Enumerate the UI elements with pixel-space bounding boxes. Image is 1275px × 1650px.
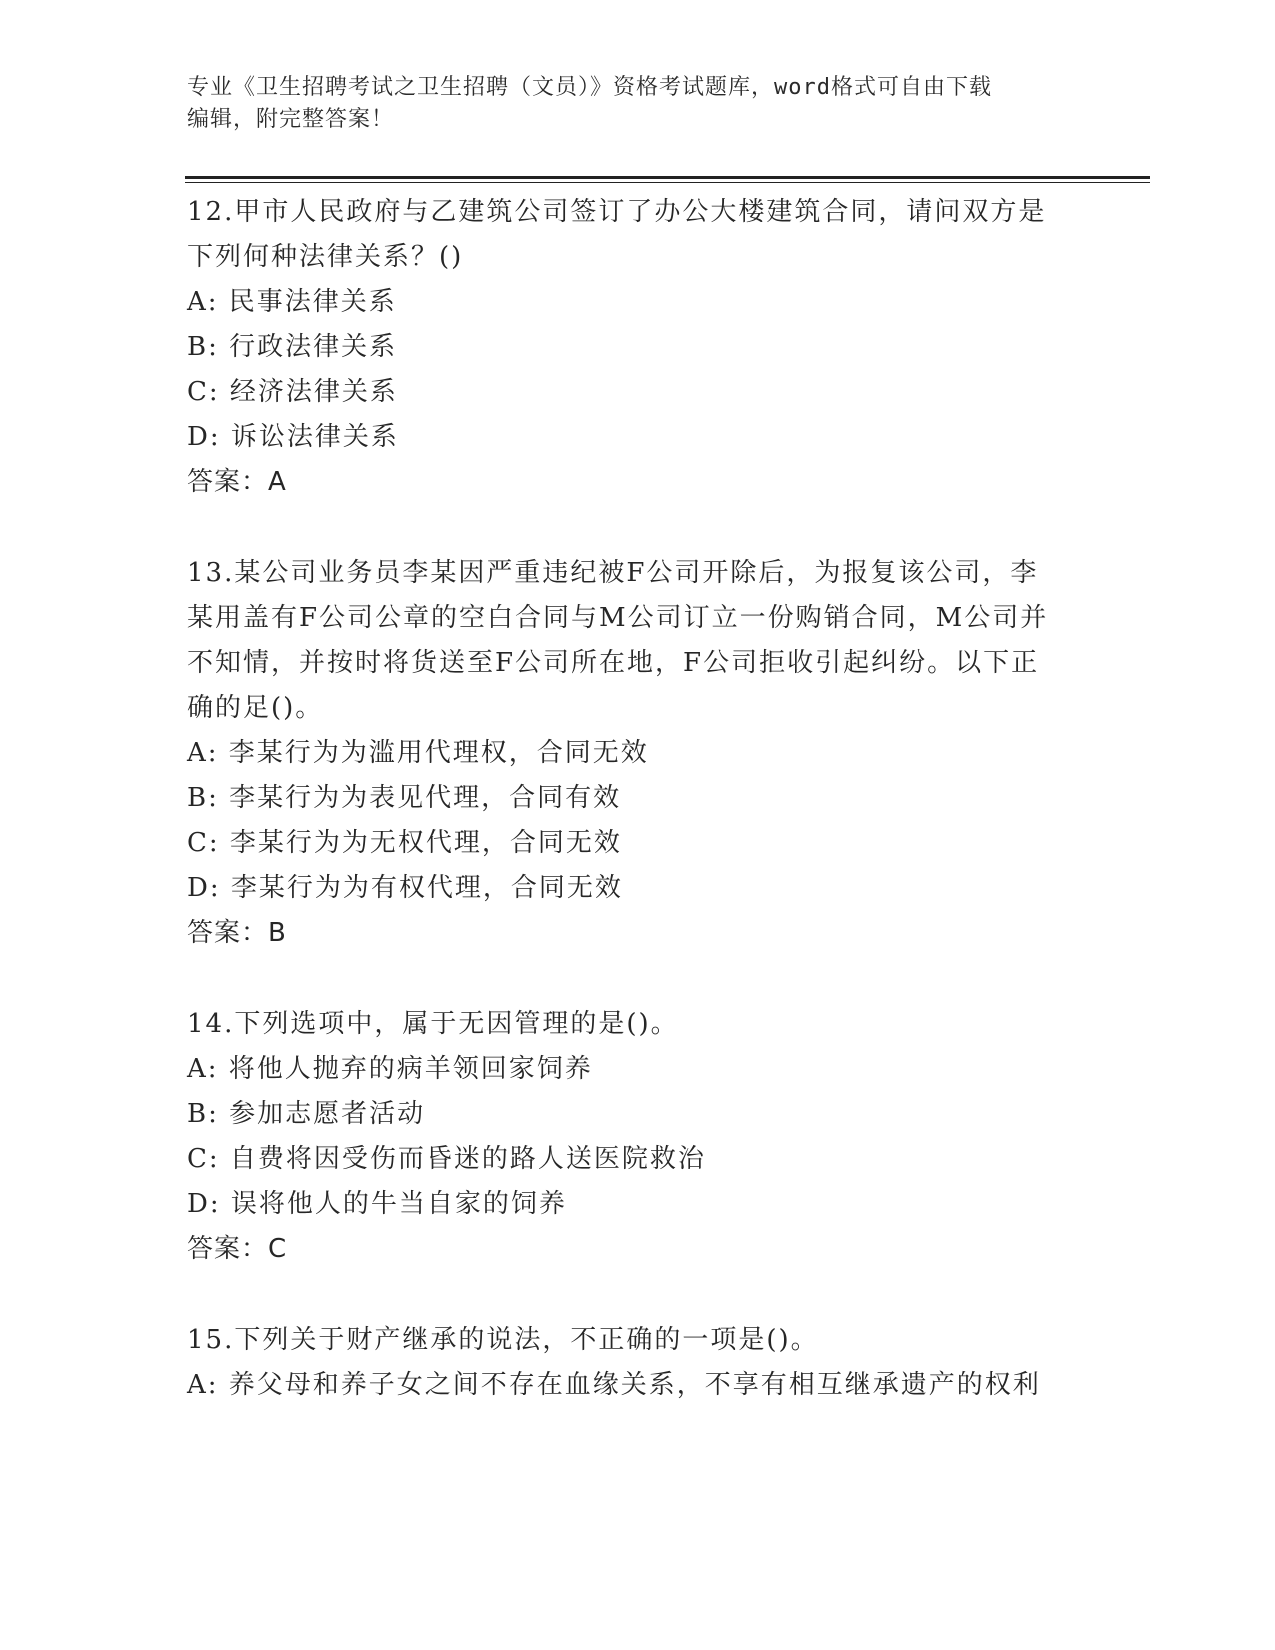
option-c: C: 自费将因受伤而昏迷的路人送医院救治 xyxy=(187,1144,706,1174)
question-12 xyxy=(187,190,1087,505)
option-b: B: 李某行为为表见代理，合同有效 xyxy=(187,783,622,813)
question-15 xyxy=(187,1318,1087,1408)
question-spacer xyxy=(187,505,1087,551)
question-14 xyxy=(187,1002,1087,1272)
option-d: D: 误将他人的牛当自家的饲养 xyxy=(187,1189,567,1219)
question-stem-line: 12.甲市人民政府与乙建筑公司签订了办公大楼建筑合同，请问双方是 xyxy=(187,197,1047,227)
question-13 xyxy=(187,551,1087,956)
answer-label: 答案：C xyxy=(187,1234,288,1264)
option-c: C: 经济法律关系 xyxy=(187,377,398,407)
option-d: D: 诉讼法律关系 xyxy=(187,422,399,452)
option-d: D: 李某行为为有权代理，合同无效 xyxy=(187,873,623,903)
question-spacer xyxy=(187,956,1087,1002)
option-b: B: 行政法律关系 xyxy=(187,332,398,362)
option-a: A: 李某行为为滥用代理权，合同无效 xyxy=(187,738,649,768)
question-list xyxy=(187,190,1087,1408)
answer-label: 答案：A xyxy=(187,467,287,497)
option-a: A: 民事法律关系 xyxy=(187,287,397,317)
question-stem-line: 不知情，并按时将货送至F公司所在地，F公司拒收引起纠纷。以下正 xyxy=(187,648,1040,678)
header-divider-thin xyxy=(185,182,1150,183)
question-stem-line: 下列何种法律关系？() xyxy=(187,242,464,272)
question-spacer xyxy=(187,1272,1087,1318)
header-divider-thick xyxy=(185,176,1150,179)
header-line-2: 编辑，附完整答案！ xyxy=(187,107,395,132)
option-c: C: 李某行为为无权代理，合同无效 xyxy=(187,828,622,858)
document-header xyxy=(187,72,1077,136)
option-a: A: 将他人抛弃的病羊领回家饲养 xyxy=(187,1054,593,1084)
option-b: B: 参加志愿者活动 xyxy=(187,1099,426,1129)
option-a: A: 养父母和养子女之间不存在血缘关系，不享有相互继承遗产的权利 xyxy=(187,1370,1041,1400)
header-line-1: 专业《卫生招聘考试之卫生招聘（文员）》资格考试题库，word格式可自由下载 xyxy=(187,75,992,100)
question-stem-line: 13.某公司业务员李某因严重违纪被F公司开除后，为报复该公司，李 xyxy=(187,558,1039,588)
question-stem-line: 确的足()。 xyxy=(187,693,324,723)
question-stem-line: 某用盖有F公司公章的空白合同与M公司订立一份购销合同，M公司并 xyxy=(187,603,1049,633)
question-stem-line: 14.下列选项中，属于无因管理的是()。 xyxy=(187,1009,679,1039)
answer-label: 答案：B xyxy=(187,918,287,948)
question-stem-line: 15.下列关于财产继承的说法，不正确的一项是()。 xyxy=(187,1325,819,1355)
